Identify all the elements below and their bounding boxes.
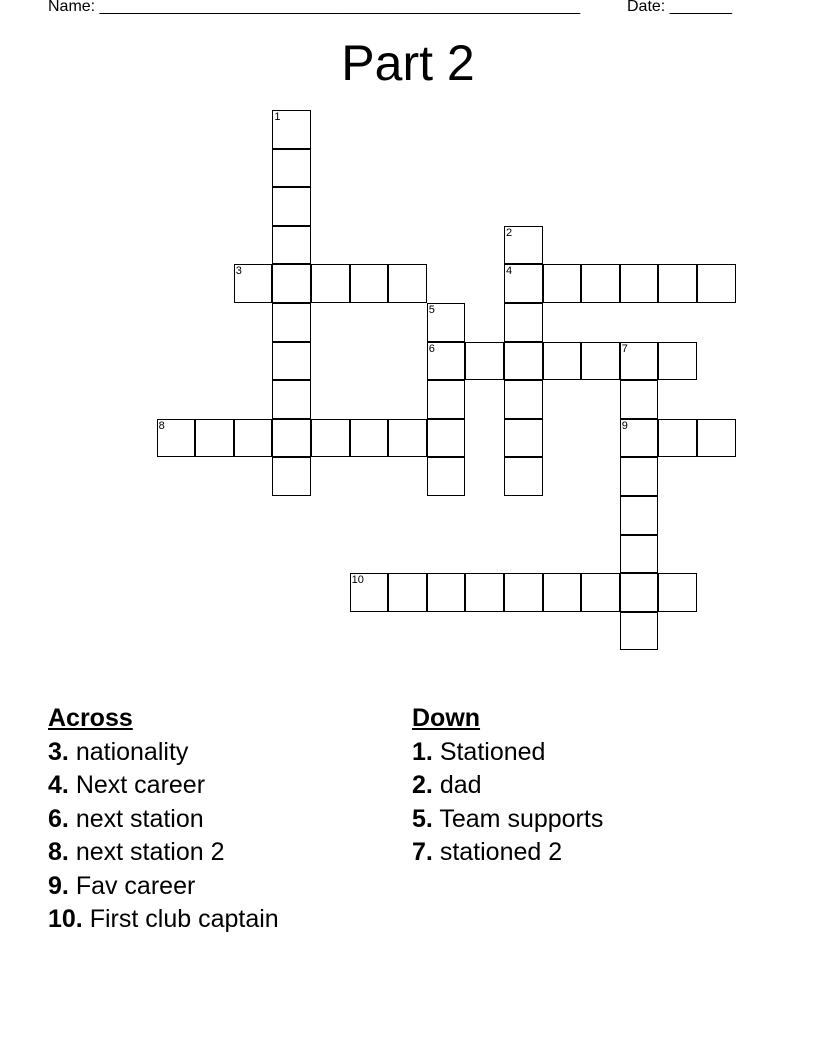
crossword-cell[interactable] bbox=[504, 380, 543, 419]
crossword-cell[interactable] bbox=[658, 419, 697, 458]
crossword-cell[interactable] bbox=[272, 110, 311, 149]
clue-across-8 bbox=[48, 836, 279, 870]
clue-text: next station 2 bbox=[75, 838, 225, 866]
across-clues bbox=[48, 702, 279, 937]
crossword-cell[interactable] bbox=[504, 457, 543, 496]
crossword-cell[interactable] bbox=[272, 187, 311, 226]
cell-number: 8 bbox=[158, 419, 165, 432]
crossword-cell[interactable] bbox=[234, 264, 273, 303]
name-field[interactable]: Name: ______________________________________________________ bbox=[48, 0, 581, 15]
clue-text: Team supports bbox=[439, 804, 604, 833]
crossword-cell[interactable] bbox=[272, 380, 311, 419]
clue-number: 1. bbox=[412, 737, 433, 766]
clue-number: 6. bbox=[48, 804, 69, 833]
crossword-cell[interactable] bbox=[350, 419, 389, 458]
cell-number: 4 bbox=[506, 265, 513, 278]
crossword-cell[interactable] bbox=[658, 573, 697, 612]
crossword-cell[interactable] bbox=[272, 457, 311, 496]
clue-down-5 bbox=[412, 803, 603, 837]
crossword-cell[interactable] bbox=[157, 419, 196, 458]
cell-number: 6 bbox=[428, 342, 435, 355]
crossword-cell[interactable] bbox=[427, 419, 466, 458]
clue-text: First club captain bbox=[89, 905, 279, 933]
clue-number: 10. bbox=[48, 905, 83, 933]
crossword-cell[interactable] bbox=[195, 419, 234, 458]
crossword-cell[interactable] bbox=[543, 342, 582, 381]
crossword-cell[interactable] bbox=[504, 419, 543, 458]
crossword-cell[interactable] bbox=[272, 226, 311, 265]
cell-number: 7 bbox=[621, 342, 628, 355]
cell-number: 5 bbox=[428, 304, 435, 316]
crossword-cell[interactable] bbox=[427, 457, 466, 496]
clue-number: 4. bbox=[48, 771, 69, 799]
crossword-cell[interactable] bbox=[350, 573, 389, 612]
cell-number: 3 bbox=[235, 265, 242, 278]
clue-down-1 bbox=[412, 736, 603, 770]
clue-number: 5. bbox=[412, 804, 433, 833]
crossword-cell[interactable] bbox=[620, 457, 659, 496]
clue-text: stationed 2 bbox=[439, 838, 563, 866]
clue-text: Fav career bbox=[75, 871, 196, 900]
clue-text: nationality bbox=[75, 737, 189, 766]
crossword-cell[interactable] bbox=[427, 342, 466, 381]
clue-number: 2. bbox=[412, 771, 433, 799]
crossword-cell[interactable] bbox=[465, 573, 504, 612]
crossword-cell[interactable] bbox=[697, 264, 736, 303]
clue-text: dad bbox=[439, 771, 482, 799]
crossword-cell[interactable] bbox=[350, 264, 389, 303]
crossword-cell[interactable] bbox=[504, 303, 543, 342]
across-heading: Across bbox=[48, 704, 133, 732]
down-heading: Down bbox=[412, 704, 481, 732]
clue-across-10 bbox=[48, 903, 279, 937]
crossword-cell[interactable] bbox=[620, 535, 659, 574]
crossword-cell[interactable] bbox=[427, 380, 466, 419]
crossword-cell[interactable] bbox=[543, 573, 582, 612]
crossword-cell[interactable] bbox=[658, 264, 697, 303]
clue-across-4 bbox=[48, 769, 279, 803]
crossword-cell[interactable] bbox=[504, 342, 543, 381]
crossword-cell[interactable] bbox=[427, 573, 466, 612]
crossword-cell[interactable] bbox=[234, 419, 273, 458]
crossword-cell[interactable] bbox=[272, 264, 311, 303]
crossword-cell[interactable] bbox=[272, 303, 311, 342]
crossword-cell[interactable] bbox=[620, 573, 659, 612]
clue-number: 8. bbox=[48, 838, 69, 866]
cell-number: 2 bbox=[506, 226, 513, 239]
clue-text: next station bbox=[75, 804, 204, 833]
clue-down-7 bbox=[412, 836, 603, 870]
crossword-cell[interactable] bbox=[581, 264, 620, 303]
date-field[interactable]: Date: _______ bbox=[627, 0, 732, 15]
crossword-cell[interactable] bbox=[543, 264, 582, 303]
crossword-cell[interactable] bbox=[388, 264, 427, 303]
clue-across-6 bbox=[48, 803, 279, 837]
cell-number: 9 bbox=[621, 419, 628, 432]
page-title: Part 2 bbox=[341, 35, 475, 91]
clue-text: Stationed bbox=[439, 737, 546, 766]
crossword-cell[interactable] bbox=[620, 264, 659, 303]
crossword-cell[interactable] bbox=[620, 380, 659, 419]
crossword-cell[interactable] bbox=[465, 342, 504, 381]
crossword-cell[interactable] bbox=[658, 342, 697, 381]
crossword-cell[interactable] bbox=[388, 419, 427, 458]
clue-number: 9. bbox=[48, 871, 69, 900]
clue-across-3 bbox=[48, 736, 279, 770]
cell-number: 1 bbox=[274, 111, 281, 123]
crossword-cell[interactable] bbox=[620, 419, 659, 458]
crossword-cell[interactable] bbox=[272, 419, 311, 458]
crossword-cell[interactable] bbox=[581, 342, 620, 381]
crossword-cell[interactable] bbox=[311, 264, 350, 303]
crossword-cell[interactable] bbox=[311, 419, 350, 458]
crossword-cell[interactable] bbox=[620, 342, 659, 381]
crossword-cell[interactable] bbox=[581, 573, 620, 612]
clue-text: Next career bbox=[75, 771, 206, 799]
crossword-cell[interactable] bbox=[272, 342, 311, 381]
crossword-cell[interactable] bbox=[272, 149, 311, 188]
crossword-cell[interactable] bbox=[427, 303, 466, 342]
cell-number: 10 bbox=[351, 574, 364, 587]
crossword-cell[interactable] bbox=[620, 496, 659, 535]
clue-across-9 bbox=[48, 870, 279, 904]
clue-down-2 bbox=[412, 769, 603, 803]
crossword-cell[interactable] bbox=[697, 419, 736, 458]
clue-number: 7. bbox=[412, 838, 433, 866]
crossword-cell[interactable] bbox=[504, 573, 543, 612]
crossword-cell[interactable] bbox=[504, 226, 543, 265]
crossword-cell[interactable] bbox=[504, 264, 543, 303]
crossword-cell[interactable] bbox=[620, 612, 659, 651]
clue-number: 3. bbox=[48, 737, 69, 766]
down-clues bbox=[412, 702, 603, 870]
crossword-cell[interactable] bbox=[388, 573, 427, 612]
